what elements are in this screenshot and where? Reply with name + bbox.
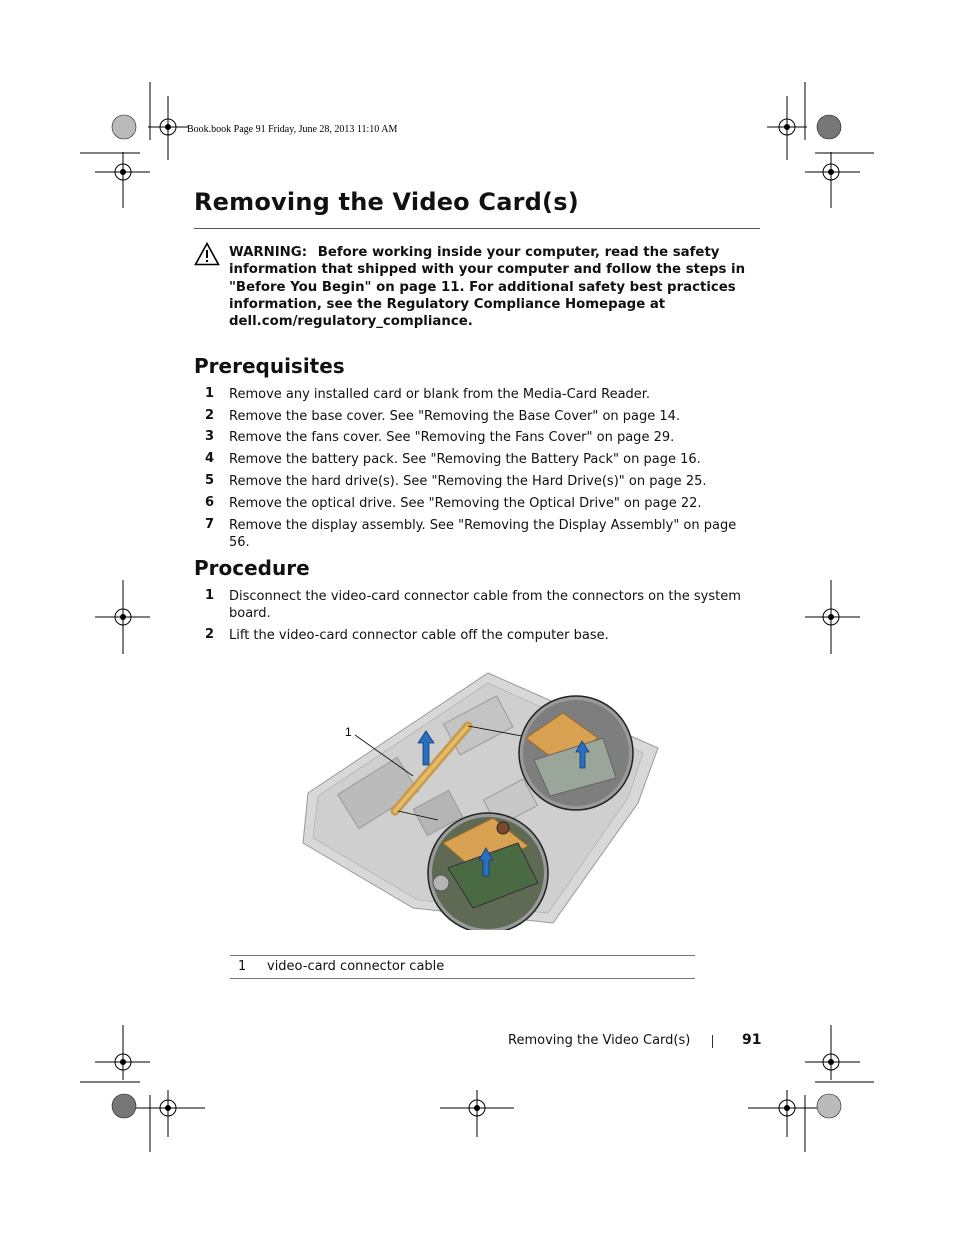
callout-number: 1: [238, 959, 247, 974]
step-number: 2: [204, 627, 214, 642]
warning-text: Before working inside your computer, read the safety information that shipped with your computer and follow the steps in "Before You Begin" on page 11. For additional safety best practices information, see the Regulatory Compliance Homepage at dell.com/regulatory_compliance.: [229, 245, 746, 330]
prerequisites-heading: Prerequisites: [194, 354, 345, 378]
video-card-cable-illustration: [298, 668, 663, 930]
step-text: Remove the fans cover. See "Removing the Fans Cover" on page 29.: [229, 430, 675, 445]
step-text: Remove the battery pack. See "Removing the Battery Pack" on page 16.: [229, 452, 701, 467]
footer-separator: [712, 1035, 713, 1048]
page-title: Removing the Video Card(s): [194, 188, 579, 216]
step-text: Disconnect the video-card connector cable from the connectors on the system board.: [229, 589, 741, 621]
print-header: Book.book Page 91 Friday, June 28, 2013 11:10 AM: [187, 124, 398, 135]
step-number: 6: [204, 495, 214, 510]
step-number: 2: [204, 408, 214, 423]
warning-label: WARNING:: [229, 245, 308, 260]
step-number: 4: [204, 451, 214, 466]
warning-notice: [229, 244, 764, 330]
step-text: Remove any installed card or blank from the Media-Card Reader.: [229, 387, 651, 402]
step-text: Remove the optical drive. See "Removing the Optical Drive" on page 22.: [229, 496, 702, 511]
callout-description: video-card connector cable: [267, 959, 445, 974]
footer-section-title: Removing the Video Card(s): [508, 1033, 691, 1048]
procedure-heading: Procedure: [194, 556, 310, 580]
page-number: 91: [742, 1032, 762, 1048]
step-text: Remove the hard drive(s). See "Removing the Hard Drive(s)" on page 25.: [229, 474, 707, 489]
step-text: Remove the base cover. See "Removing the Base Cover" on page 14.: [229, 409, 681, 424]
step-number: 3: [204, 429, 214, 444]
figure-callout-label: 1: [345, 725, 352, 739]
step-number: 7: [204, 517, 214, 532]
warning-triangle-icon: [194, 242, 220, 266]
step-number: 1: [204, 588, 214, 603]
callout-legend-table: [230, 955, 695, 979]
step-text: Remove the display assembly. See "Removing the Display Assembly" on page 56.: [229, 518, 737, 550]
title-divider: [194, 228, 760, 229]
step-text: Lift the video-card connector cable off the computer base.: [229, 628, 609, 643]
step-number: 1: [204, 386, 214, 401]
step-number: 5: [204, 473, 214, 488]
